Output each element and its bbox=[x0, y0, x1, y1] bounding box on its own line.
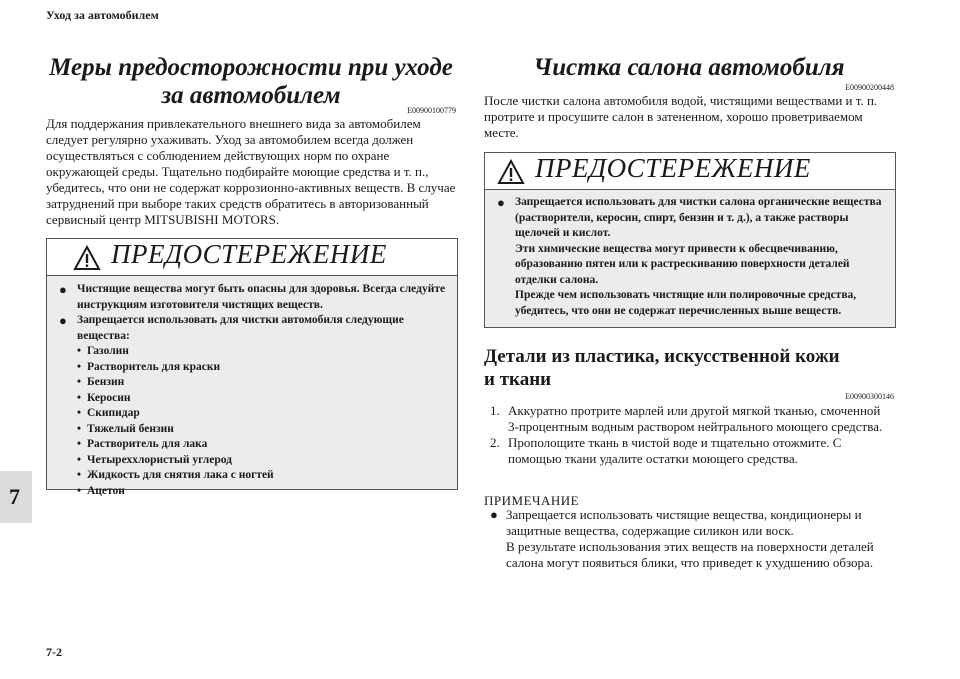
warning-subitem: • Растворитель для лака bbox=[77, 438, 208, 450]
warning-body bbox=[485, 190, 895, 319]
warning-item bbox=[497, 195, 885, 319]
warning-item bbox=[59, 313, 447, 344]
left-intro-text: Для поддержания привлекательного внешнего вида за автомобилем следует регулярно ухаживать. Уход за автомобилем всегда должен осуществляться с соблюдением действующих норм по охране окружающей среды. Тщательно подбирайте моющие средства и т. п., убедитесь, что они не содержат коррозионно-активных веществ. В случае затруднений при выборе таких средств обратитесь в авторизованный сервисный центр MITSUBISHI MOTORS. bbox=[46, 116, 456, 227]
warning-triangle-icon bbox=[497, 159, 525, 185]
warning-subitem: • Жидкость для снятия лака с ногтей bbox=[77, 469, 274, 481]
right-section-title: Чистка салона автомобиля bbox=[533, 54, 845, 81]
note-block bbox=[484, 507, 894, 571]
warning-subitem: • Тяжелый бензин bbox=[77, 422, 174, 435]
warning-subitem: • Растворитель для краски bbox=[77, 360, 221, 373]
warning-item-text: Прежде чем использовать чистящие или полировочные средства, убедитесь, что они не содержат перечисленных выше веществ. bbox=[515, 289, 857, 317]
warning-subitem: • Скипидар bbox=[77, 407, 140, 419]
bullet-icon: ● bbox=[490, 507, 498, 522]
warning-item-text: Чистящие вещества могут быть опасны для здоровья. Всегда следуйте инструкциям изготовителя чистящих веществ. bbox=[77, 283, 446, 311]
list-item: 1. Аккуратно протрите марлей или другой мягкой тканью, смоченной 3-процентным водным раствором нейтрального моющего средства. bbox=[490, 403, 883, 434]
note-item: ● Запрещается использовать чистящие вещества, кондиционеры и защитные вещества, содержащие силикон или воск. В результате использования этих веществ на поверхности деталей салона могут появиться блики, что приведет к ухудшению обзора. bbox=[490, 507, 874, 570]
warning-subitem: • Газолин bbox=[77, 345, 129, 357]
warning-title: ПРЕДОСТЕРЕЖЕНИЕ bbox=[111, 239, 387, 269]
list-item: 2. Прополощите ткань в чистой воде и тщательно отожмите. С помощью ткани удалите остатки моющего средства. bbox=[490, 435, 842, 466]
section-heading: Детали из пластика, искусственной кожи и ткани bbox=[484, 346, 840, 390]
right-section-code: E00900200448 bbox=[845, 83, 894, 92]
page-header: Уход за автомобилем bbox=[46, 8, 159, 22]
note-label: ПРИМЕЧАНИЕ bbox=[484, 493, 580, 508]
warning-title: ПРЕДОСТЕРЕЖЕНИЕ bbox=[535, 153, 811, 183]
bullet-icon: ● bbox=[497, 195, 505, 210]
warning-subitem: • Ацетон bbox=[77, 484, 125, 497]
warning-header bbox=[47, 239, 457, 276]
page-number: 7-2 bbox=[46, 645, 62, 659]
warning-item-text: Эти химические вещества могут привести к обесцвечиванию, образованию пятен или к растрескиванию поверхности деталей отделки салона. bbox=[515, 242, 850, 286]
warning-subitem: • Бензин bbox=[77, 376, 125, 388]
chapter-number: 7 bbox=[9, 484, 20, 509]
warning-item-text: Запрещается использовать для чистки автомобиля следующие вещества: bbox=[77, 314, 404, 342]
bullet-icon: ● bbox=[59, 282, 67, 297]
section-code: E00900300146 bbox=[845, 392, 894, 401]
warning-item-text: Запрещается использовать для чистки салона органические вещества (растворители, керосин, спирт, бензин и т. д.), а также растворы щелочей и кислот. bbox=[515, 196, 882, 239]
bullet-icon: ● bbox=[59, 313, 67, 328]
steps-list bbox=[484, 403, 894, 467]
right-intro-text: После чистки салона автомобиля водой, чистящими веществами и т. п. протрите и просушите салон в затененном, хорошо проветриваемом месте. bbox=[484, 93, 878, 140]
warning-item bbox=[59, 282, 447, 313]
right-warning-box bbox=[484, 152, 896, 328]
left-section-code: E00900100779 bbox=[407, 106, 456, 115]
left-section-title: Меры предосторожности при уходе за автомобилем bbox=[49, 54, 453, 109]
warning-subitem: • Керосин bbox=[77, 391, 131, 404]
warning-triangle-icon bbox=[73, 245, 101, 271]
warning-body bbox=[47, 276, 457, 499]
warning-subitem: • Четыреххлористый углерод bbox=[77, 453, 232, 466]
warning-header bbox=[485, 153, 895, 190]
left-warning-box bbox=[46, 238, 458, 497]
